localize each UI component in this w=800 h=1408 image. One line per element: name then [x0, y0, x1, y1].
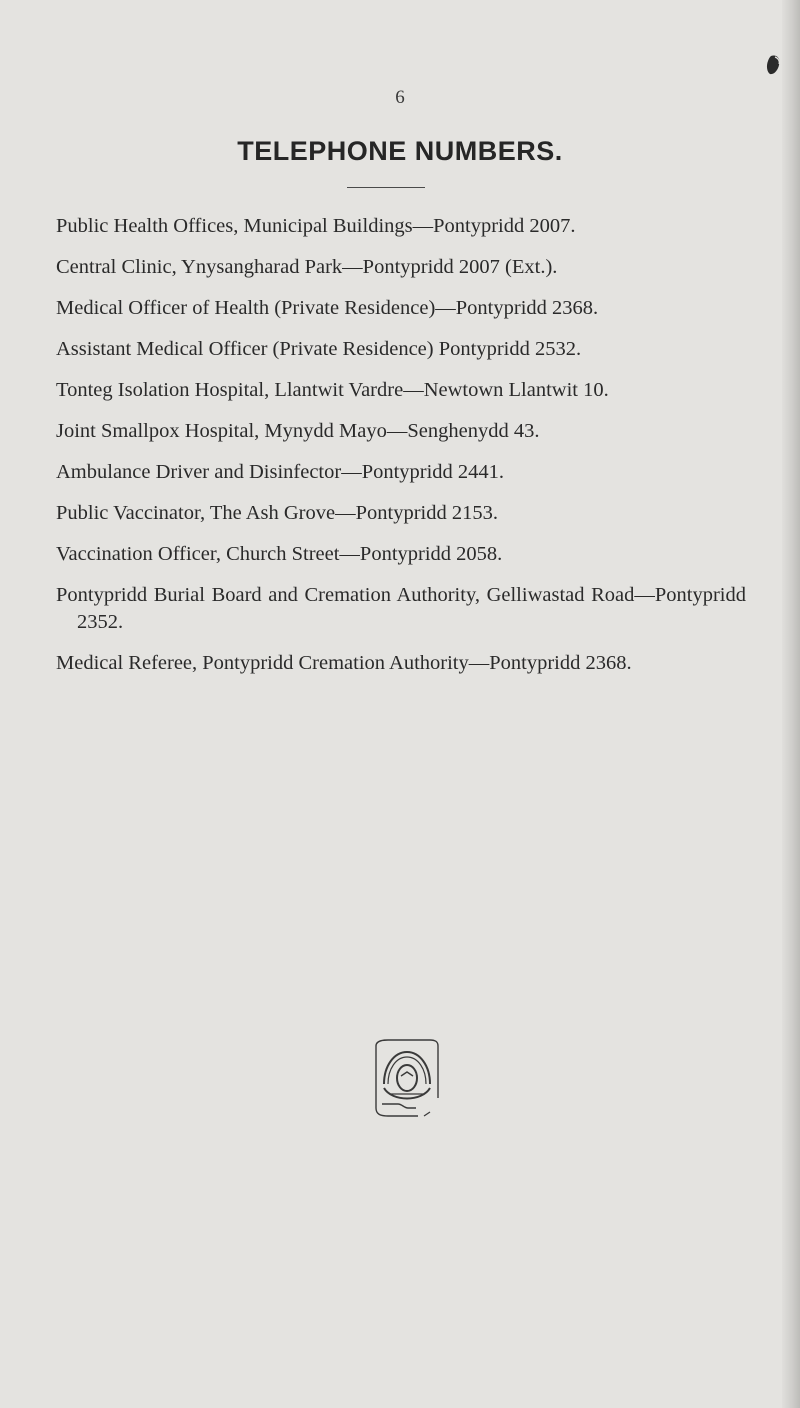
list-item: Tonteg Isolation Hospital, Llantwit Vardre—Newtown Llantwit 10.: [56, 379, 609, 401]
page-number: 6: [395, 87, 405, 108]
ink-blot-icon: [765, 54, 783, 76]
page-edge: [782, 0, 800, 1408]
list-item: Assistant Medical Officer (Private Residence) Pontypridd 2532.: [56, 338, 582, 360]
list-item: Vaccination Officer, Church Street—Pontypridd 2058.: [56, 543, 503, 565]
page-title: TELEPHONE NUMBERS.: [237, 136, 563, 166]
divider: [347, 187, 425, 188]
telephone-list: [56, 213, 746, 691]
list-item: Public Vaccinator, The Ash Grove—Pontypridd 2153.: [56, 502, 498, 524]
list-item: Joint Smallpox Hospital, Mynydd Mayo—Senghenydd 43.: [56, 420, 540, 442]
list-item: Medical Referee, Pontypridd Cremation Authority—Pontypridd 2368.: [56, 652, 632, 674]
library-stamp-icon: [368, 1036, 446, 1120]
list-item: Pontypridd Burial Board and Cremation Authority, Gelliwastad Road—Pontypridd 2352.: [56, 584, 746, 633]
list-item: Central Clinic, Ynysangharad Park—Pontypridd 2007 (Ext.).: [56, 256, 558, 278]
list-item: Ambulance Driver and Disinfector—Pontypridd 2441.: [56, 461, 505, 483]
list-item: Medical Officer of Health (Private Residence)—Pontypridd 2368.: [56, 297, 599, 319]
list-item: Public Health Offices, Municipal Buildings—Pontypridd 2007.: [56, 215, 576, 237]
